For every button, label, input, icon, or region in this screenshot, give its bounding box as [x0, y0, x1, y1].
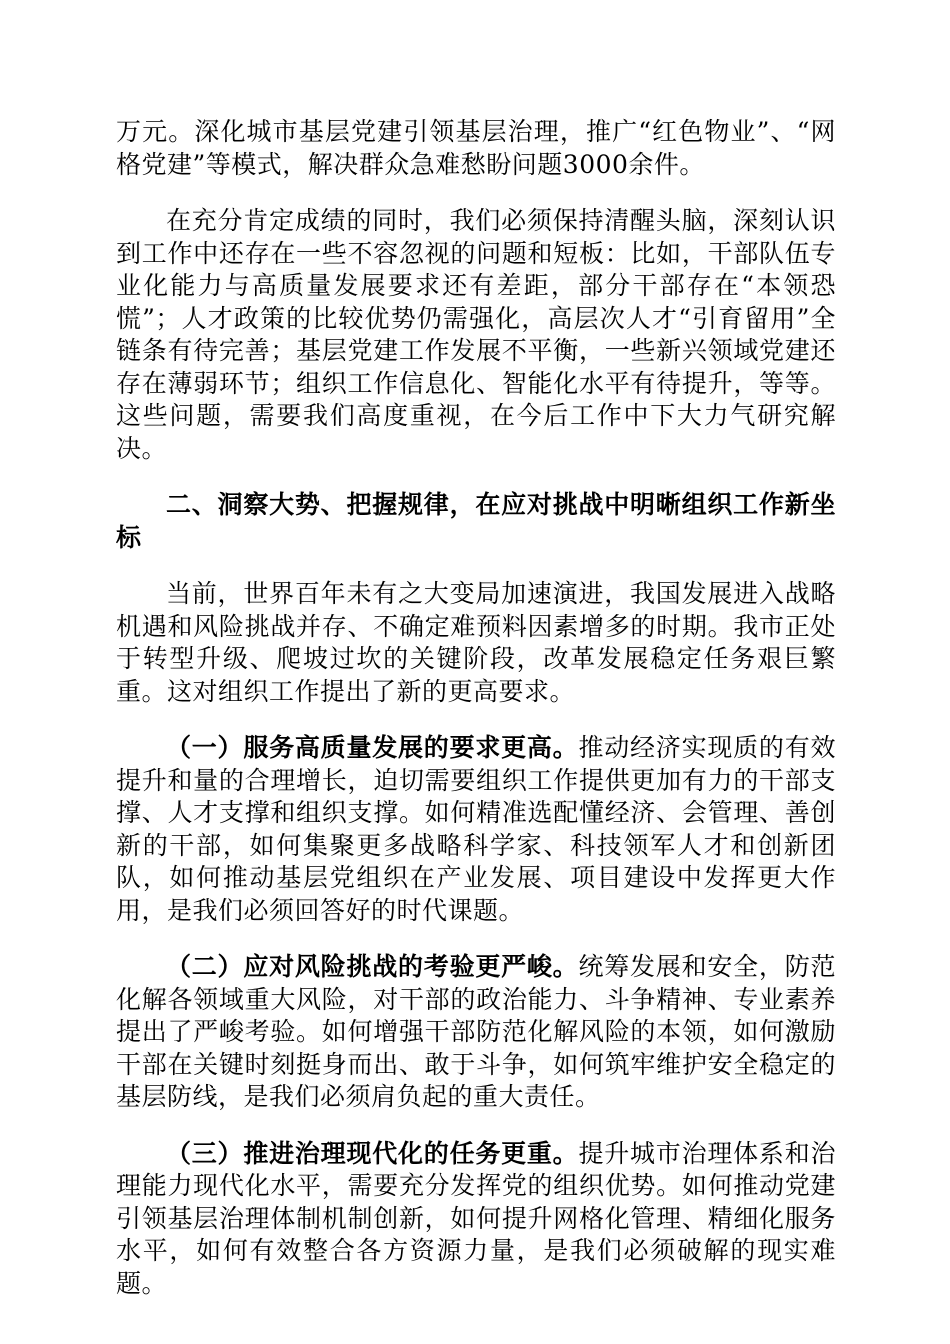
document-body — [116, 116, 836, 1324]
section-heading — [116, 489, 836, 554]
paragraph-problems — [116, 205, 836, 465]
paragraph-text: 推动经济实现质的有效提升和量的合理增长，迫切需要组织工作提供更加有力的干部支撑、人才支撑和组织支撑。如何精准选配懂经济、会管理、善创新的干部，如何集聚更多战略科学家、科技领军人才和创新团队，如何推动基层党组织在产业发展、项目建设中发挥更大作用，是我们必须回答好的时代课题。 — [116, 733, 836, 925]
paragraph-point-2 — [116, 951, 836, 1114]
paragraph-text: 万元。深化城市基层党建引领基层治理，推广“红色物业”、“网格党建”等模式，解决群众急难愁盼问题3000余件。 — [116, 117, 836, 179]
paragraph-text: 统筹发展和安全，防范化解各领域重大风险，对干部的政治能力、斗争精神、专业素养提出了严峻考验。如何增强干部防范化解风险的本领，如何激励干部在关键时刻挺身而出、敢于斗争，如何筑牢维护安全稳定的基层防线，是我们必须肩负起的重大责任。 — [116, 952, 836, 1111]
point-lead: （一）服务高质量发展的要求更高。 — [166, 733, 579, 762]
heading-text: 二、洞察大势、把握规律，在应对挑战中明晰组织工作新坐标 — [116, 490, 836, 552]
paragraph-point-1 — [116, 732, 836, 927]
paragraph-text: 在充分肯定成绩的同时，我们必须保持清醒头脑，深刻认识到工作中还存在一些不容忽视的问题和短板：比如，干部队伍专业化能力与高质量发展要求还有差距，部分干部存在“本领恐慌”；人才政策的比较优势仍需强化，高层次人才“引育留用”全链条有待完善；基层党建工作发展不平衡，一些新兴领域党建还存在薄弱环节；组织工作信息化、智能化水平有待提升，等等。这些问题，需要我们高度重视，在今后工作中下大力气研究解决。 — [116, 206, 836, 463]
paragraph-situation — [116, 578, 836, 708]
paragraph-text: 当前，世界百年未有之大变局加速演进，我国发展进入战略机遇和风险挑战并存、不确定难预料因素增多的时期。我市正处于转型升级、爬坡过坎的关键阶段，改革发展稳定任务艰巨繁重。这对组织工作提出了新的更高要求。 — [116, 579, 836, 706]
paragraph-point-3 — [116, 1138, 836, 1301]
point-lead: （三）推进治理现代化的任务更重。 — [166, 1138, 579, 1168]
point-lead: （二）应对风险挑战的考验更严峻。 — [166, 952, 579, 981]
paragraph-continuation — [116, 116, 836, 181]
paragraph-text: 提升城市治理体系和治理能力现代化水平，需要充分发挥党的组织优势。如何推动党建引领基层治理体制机制创新，如何提升网格化管理、精细化服务水平，如何有效整合各方资源力量，是我们必须破解的现实难题。 — [116, 1138, 836, 1298]
